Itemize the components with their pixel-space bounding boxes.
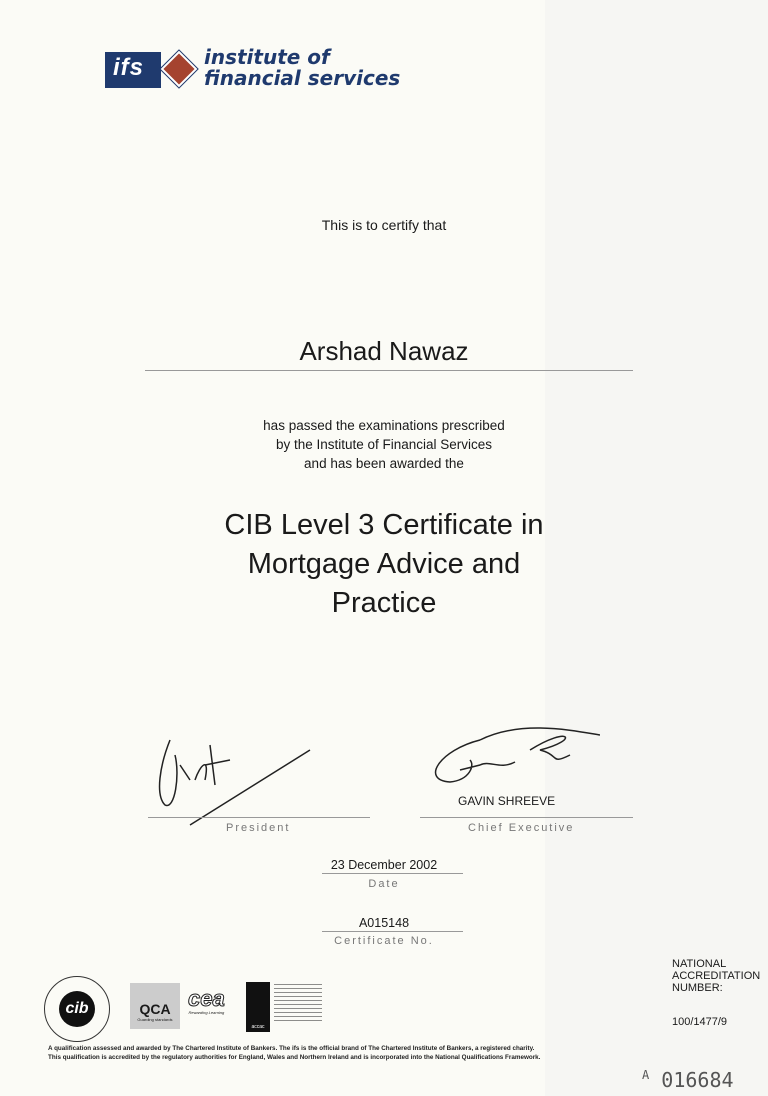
president-signature xyxy=(150,725,320,835)
accreditation-label xyxy=(672,958,760,994)
footer-line: This qualification is accredited by the regulatory authorities for England, Wales and Northern Ireland and is incorporated into the National Qualifications Framework. xyxy=(48,1054,541,1061)
cib-mark: cib xyxy=(59,991,95,1027)
cea-logo xyxy=(188,988,225,1015)
accreditation-label-line: ACCREDITATION xyxy=(672,970,761,982)
footer-line: A qualification assessed and awarded by The Chartered Institute of Bankers. The ifs is the official brand of The Chartered Institute of Bankers, a registered charity. xyxy=(48,1045,535,1052)
accac-fine-print xyxy=(274,984,322,1024)
accreditation-label-line: NATIONAL xyxy=(672,958,727,970)
accac-logo: accac xyxy=(246,982,270,1032)
award-line: Mortgage Advice and xyxy=(247,548,521,580)
accreditation-label-line: NUMBER: xyxy=(672,982,723,994)
president-rule xyxy=(148,817,370,818)
body-line: by the Institute of Financial Services xyxy=(275,437,493,452)
ifs-logo: ifs xyxy=(105,52,161,88)
cea-tagline: Rewarding Learning xyxy=(188,1010,225,1015)
body-line: and has been awarded the xyxy=(304,456,464,471)
cib-logo xyxy=(44,976,110,1042)
certificate-rule xyxy=(322,931,463,932)
accreditation-number: 100/1477/9 xyxy=(672,1016,728,1028)
award-line: CIB Level 3 Certificate in xyxy=(224,509,544,541)
qca-logo xyxy=(130,983,180,1029)
serial-value: 016684 xyxy=(661,1068,734,1092)
chief-executive-rule xyxy=(420,817,633,818)
name-rule xyxy=(145,370,633,371)
award-line: Practice xyxy=(331,587,437,619)
serial-prefix: A xyxy=(642,1068,650,1082)
cea-text: cea xyxy=(188,986,225,1011)
serial-number xyxy=(642,1068,734,1092)
logo-line-2: financial services xyxy=(204,66,401,90)
body-text xyxy=(0,416,768,473)
date-value: 23 December 2002 xyxy=(330,858,438,872)
footer-text xyxy=(48,1044,648,1062)
logo-line-1: institute of xyxy=(204,45,330,69)
award-title xyxy=(0,506,768,623)
certificate-caption: Certificate No. xyxy=(334,935,434,947)
chief-executive-caption: Chief Executive xyxy=(468,822,575,834)
date-caption: Date xyxy=(368,878,400,890)
date-rule xyxy=(322,873,463,874)
ifs-diamond-icon xyxy=(161,51,198,88)
qca-text: QCA xyxy=(139,1001,171,1017)
chief-executive-signature xyxy=(420,710,600,790)
certificate-number: A015148 xyxy=(358,916,410,930)
qca-tagline: Guarding standards xyxy=(137,1017,173,1022)
president-caption: President xyxy=(226,822,291,834)
chief-executive-name: GAVIN SHREEVE xyxy=(458,794,556,808)
recipient-name: Arshad Nawaz xyxy=(299,336,469,366)
intro-text: This is to certify that xyxy=(321,217,447,233)
logo-text xyxy=(204,47,400,89)
body-line: has passed the examinations prescribed xyxy=(263,418,505,433)
